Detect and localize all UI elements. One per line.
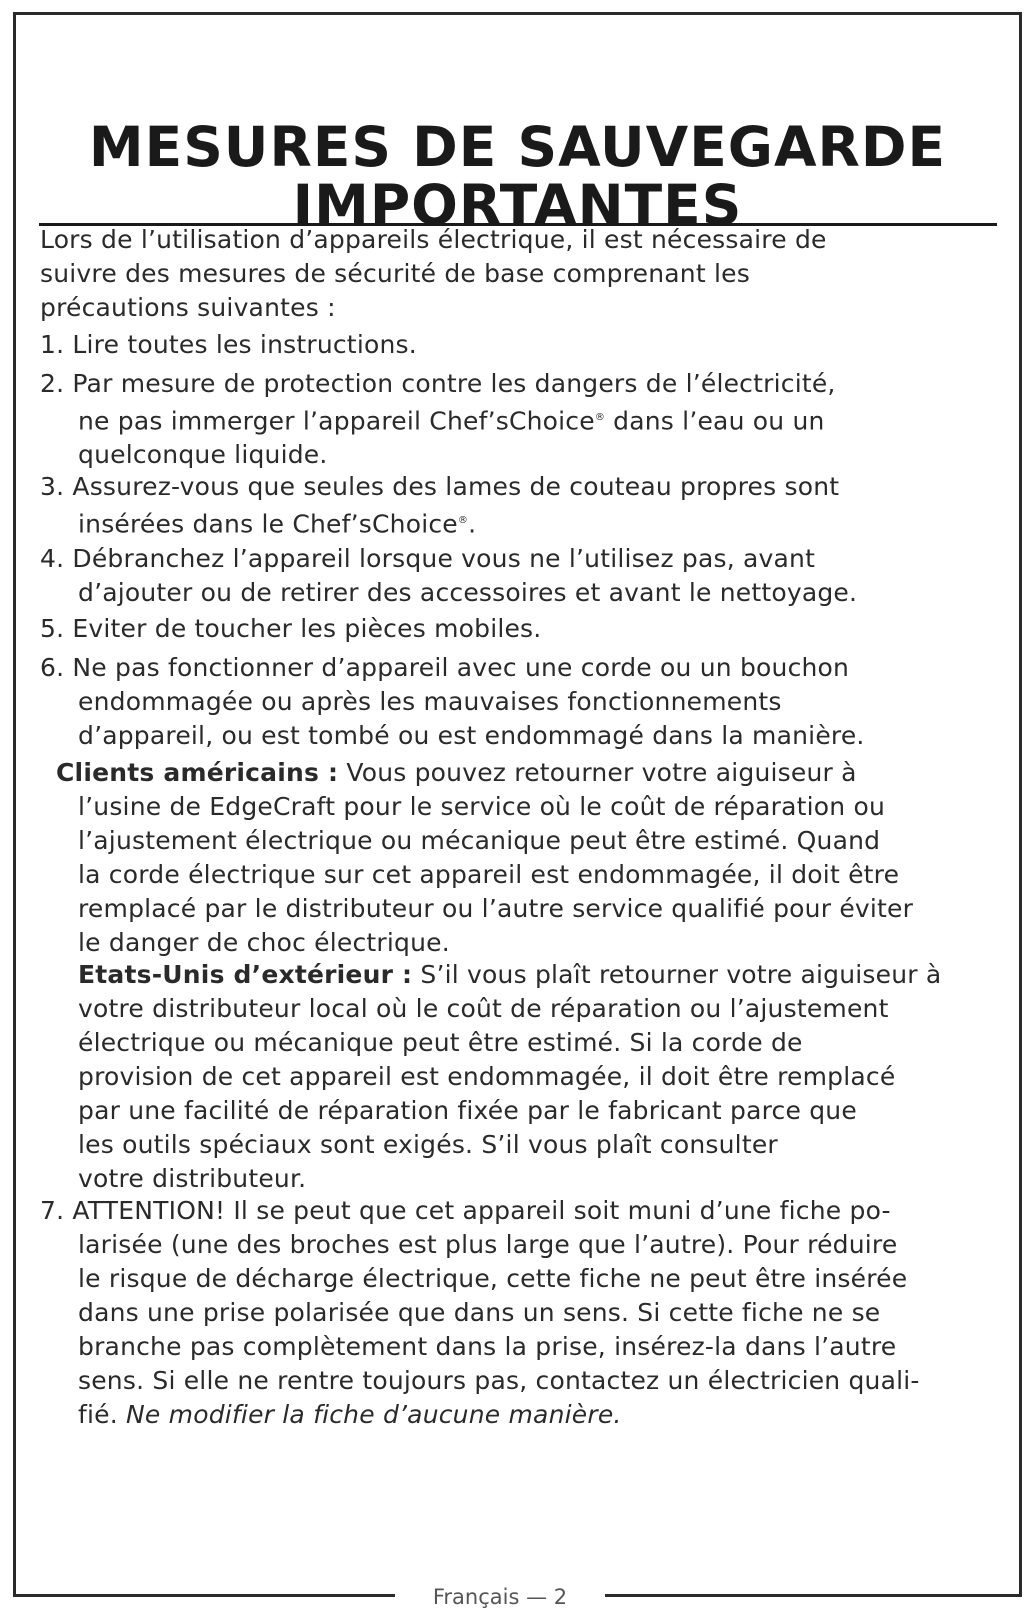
outside-line: provision de cet appareil est endommagée, il doit être remplacé: [78, 1062, 896, 1091]
item-line: 3. Assurez-vous que seules des lames de couteau propres sont: [40, 472, 840, 501]
intro-line: suivre des mesures de sécurité de base comprenant les: [40, 259, 750, 288]
item-text: fié.: [78, 1400, 127, 1429]
us-clients-paragraph: [40, 756, 913, 960]
registered-mark: ®: [594, 412, 606, 423]
item-line: [40, 504, 839, 541]
list-item-3: [40, 470, 839, 541]
item-line: 6. Ne pas fonctionner d’appareil avec une corde ou un bouchon: [40, 653, 850, 682]
outside-us-label: Etats-Unis d’extérieur :: [78, 960, 413, 989]
item-line: sens. Si elle ne rentre toujours pas, contactez un électricien quali-: [78, 1366, 920, 1395]
registered-mark: ®: [457, 515, 469, 526]
page-footer: Français — 2: [395, 1580, 605, 1614]
item-line: 7. ATTENTION! Il se peut que cet appareil soit muni d’une fiche po-: [40, 1196, 891, 1225]
item-line: le risque de décharge électrique, cette fiche ne peut être insérée: [78, 1264, 908, 1293]
list-item-1: [40, 328, 417, 362]
item-line: 2. Par mesure de protection contre les dangers de l’électricité,: [40, 369, 836, 398]
intro-line: précautions suivantes :: [40, 293, 336, 322]
item-text: ne pas immerger l’appareil Chef’sChoice: [78, 406, 595, 436]
outside-line: par une facilité de réparation fixée par le fabricant parce que: [78, 1096, 857, 1125]
item-line: d’appareil, ou est tombé ou est endommagé dans la manière.: [78, 721, 865, 750]
item-line: [40, 1398, 920, 1432]
item-text: dans l’eau ou un: [605, 406, 825, 436]
us-line: l’ajustement électrique ou mécanique peut être estimé. Quand: [78, 826, 881, 855]
list-item-7: [40, 1194, 920, 1432]
us-line: la corde électrique sur cet appareil est endommagée, il doit être: [78, 860, 900, 889]
title-line-2: IMPORTANTES: [292, 173, 743, 237]
item-line: 5. Eviter de toucher les pièces mobiles.: [40, 614, 542, 643]
us-line: l’usine de EdgeCraft pour le service où le coût de réparation ou: [78, 792, 886, 821]
outside-us-paragraph: [40, 958, 941, 1196]
us-line: remplacé par le distributeur ou l’autre service qualifié pour éviter: [78, 894, 914, 923]
us-text: Vous pouvez retourner votre aiguiseur à: [338, 758, 857, 787]
title-line-1: MESURES DE SAUVEGARDE: [88, 115, 947, 179]
warning-italic: Ne modifier la fiche d’aucune manière.: [126, 1400, 622, 1429]
list-item-2: [40, 367, 836, 472]
item-line: d’ajouter ou de retirer des accessoires et avant le nettoyage.: [78, 578, 858, 607]
intro-line: Lors de l’utilisation d’appareils électrique, il est nécessaire de: [40, 225, 827, 254]
item-text: insérées dans le Chef’sChoice: [78, 509, 458, 539]
item-line: endommagée ou après les mauvaises fonctionnements: [78, 687, 782, 716]
outside-text: S’il vous plaît retourner votre aiguiseur à: [412, 960, 942, 989]
list-item-4: [40, 542, 857, 610]
item-line: branche pas complètement dans la prise, insérez-la dans l’autre: [78, 1332, 897, 1361]
item-line: larisée (une des broches est plus large que l’autre). Pour réduire: [78, 1230, 898, 1259]
item-line: 4. Débranchez l’appareil lorsque vous ne l’utilisez pas, avant: [40, 544, 816, 573]
item-line: [40, 401, 836, 438]
item-text: .: [468, 509, 477, 539]
item-line: quelconque liquide.: [78, 440, 328, 470]
us-line: le danger de choc électrique.: [78, 928, 450, 957]
page-title: [40, 115, 995, 237]
item-line: dans une prise polarisée que dans un sens. Si cette fiche ne se: [78, 1298, 881, 1327]
outside-line: votre distributeur.: [78, 1164, 307, 1193]
outside-line: [40, 958, 941, 992]
list-item-6: [40, 651, 865, 753]
us-line: [40, 756, 913, 790]
outside-line: les outils spéciaux sont exigés. S’il vous plaît consulter: [78, 1130, 778, 1159]
outside-line: votre distributeur local où le coût de réparation ou l’ajustement: [78, 994, 889, 1023]
intro-paragraph: [40, 223, 827, 325]
us-clients-label: Clients américains :: [56, 758, 339, 787]
outside-line: électrique ou mécanique peut être estimé. Si la corde de: [78, 1028, 803, 1057]
list-item-5: [40, 612, 541, 646]
item-line: 1. Lire toutes les instructions.: [40, 330, 417, 359]
